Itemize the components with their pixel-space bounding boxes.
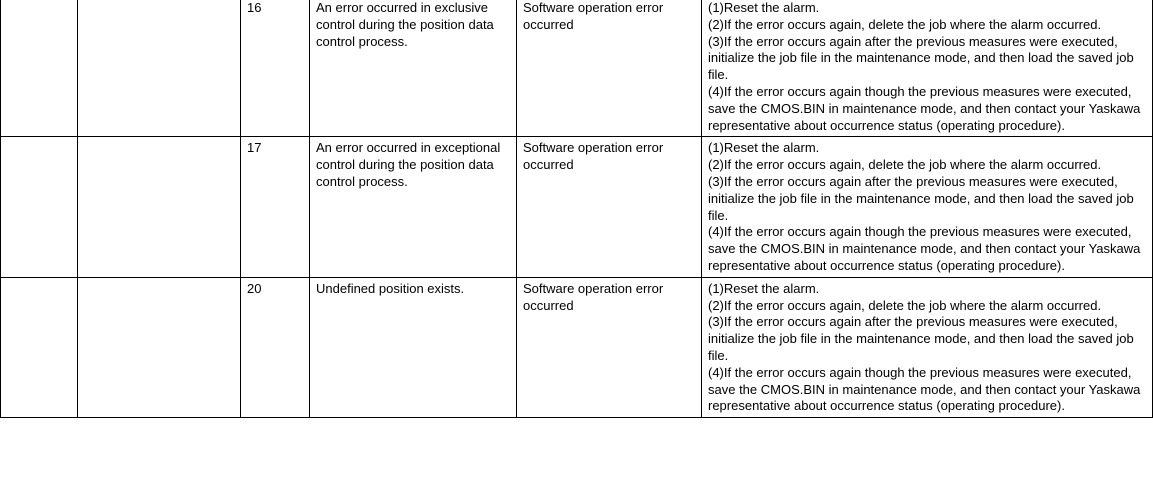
alarm-number-cell <box>1 0 78 137</box>
cause-cell: An error occurred in exclusive control during the position data control process. <box>310 0 517 137</box>
remedy-step: (4)If the error occurs again though the previous measures were executed, save the CMOS.BIN in maintenance mode, and then contact your Yaskawa representative about occurrence status (operating procedure). <box>708 364 1141 414</box>
remedy-step: (1)Reset the alarm. <box>708 0 820 15</box>
remedy-step: (2)If the error occurs again, delete the job where the alarm occurred. <box>708 157 1102 173</box>
remedy-step: (3)If the error occurs again after the previous measures were executed, initialize the job file in the maintenance mode, and then load the saved job file. <box>708 314 1134 363</box>
remedy-cell <box>702 0 1153 137</box>
error-type-cell: Software operation error occurred <box>517 277 702 417</box>
alarm-name-cell <box>78 137 241 277</box>
sub-code-cell: 17 <box>241 137 310 277</box>
remedy-step: (4)If the error occurs again though the previous measures were executed, save the CMOS.BIN in maintenance mode, and then contact your Yaskawa representative about occurrence status (operating procedure). <box>708 83 1141 133</box>
table-row <box>1 137 1153 277</box>
table-row <box>1 277 1153 417</box>
remedy-step: (2)If the error occurs again, delete the job where the alarm occurred. <box>708 297 1102 313</box>
remedy-cell <box>702 137 1153 277</box>
sub-code-cell: 20 <box>241 277 310 417</box>
cause-cell: An error occurred in exceptional control during the position data control process. <box>310 137 517 277</box>
remedy-step: (3)If the error occurs again after the previous measures were executed, initialize the job file in the maintenance mode, and then load the saved job file. <box>708 33 1134 83</box>
alarm-name-cell <box>78 277 241 417</box>
alarm-number-cell <box>1 277 78 417</box>
alarm-number-cell <box>1 137 78 277</box>
error-type-cell: Software operation error occurred <box>517 137 702 277</box>
remedy-step: (1)Reset the alarm. <box>708 280 820 296</box>
remedy-step: (3)If the error occurs again after the previous measures were executed, initialize the job file in the maintenance mode, and then load the saved job file. <box>708 173 1134 223</box>
sub-code-cell: 16 <box>241 0 310 137</box>
cause-cell: Undefined position exists. <box>310 277 517 417</box>
remedy-cell <box>702 277 1153 417</box>
remedy-step: (2)If the error occurs again, delete the job where the alarm occurred. <box>708 16 1102 32</box>
remedy-step: (4)If the error occurs again though the previous measures were executed, save the CMOS.BIN in maintenance mode, and then contact your Yaskawa representative about occurrence status (operating procedure). <box>708 224 1141 273</box>
alarm-name-cell <box>78 0 241 137</box>
error-type-cell: Software operation error occurred <box>517 0 702 137</box>
table-row <box>1 0 1153 137</box>
remedy-step: (1)Reset the alarm. <box>708 140 820 156</box>
